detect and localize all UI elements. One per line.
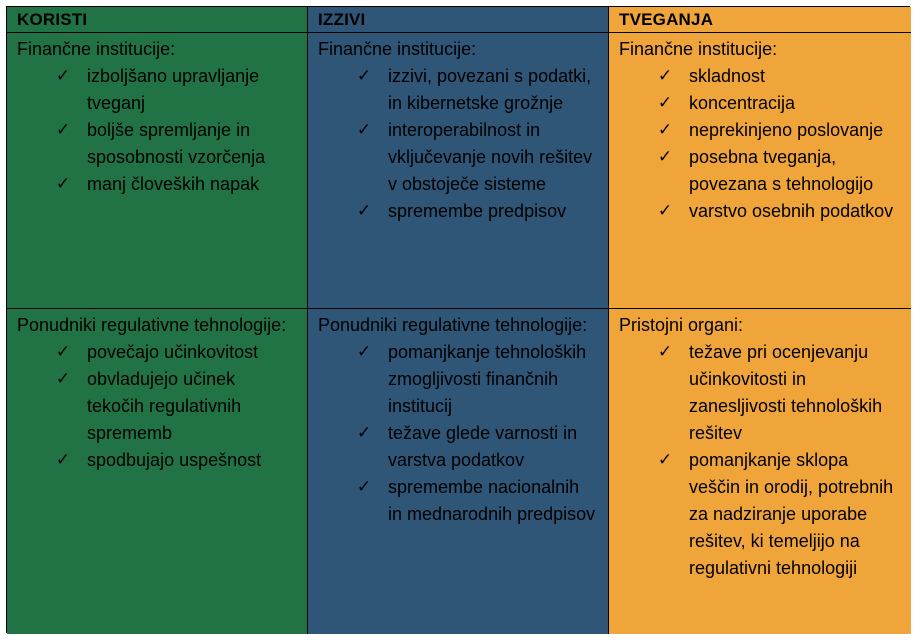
checkmark-icon: ✓ — [55, 369, 71, 389]
list-item — [318, 117, 598, 198]
bullet-list — [318, 63, 598, 225]
list-item-text: težave pri ocenjevanju učinkovitosti in zanesljivosti tehnoloških rešitev — [689, 342, 883, 443]
bullet-list — [619, 63, 901, 225]
checkmark-icon: ✓ — [55, 174, 71, 194]
list-item-text: izboljšano upravljanje tveganj — [87, 66, 260, 113]
list-item — [17, 447, 297, 474]
regtech-table — [6, 6, 910, 633]
header-tveganja: TVEGANJA — [609, 7, 911, 33]
checkmark-icon: ✓ — [55, 450, 71, 470]
checkmark-icon: ✓ — [356, 342, 372, 362]
cell-intro: Finančne institucije: — [318, 39, 477, 59]
list-item-text: povečajo učinkovitost — [87, 342, 259, 362]
cell-intro: Ponudniki regulativne tehnologije: — [17, 315, 287, 335]
list-item-text: pomanjkanje tehnoloških zmogljivosti finančnih institucij — [388, 342, 587, 416]
list-item — [619, 63, 901, 90]
list-item-text: izzivi, povezani s podatki, in kibernetske grožnje — [388, 66, 592, 113]
checkmark-icon: ✓ — [657, 66, 673, 86]
list-item-text: skladnost — [689, 66, 766, 86]
header-koristi: KORISTI — [7, 7, 308, 33]
checkmark-icon: ✓ — [657, 120, 673, 140]
list-item — [619, 447, 901, 582]
list-item-text: posebna tveganja, povezana s tehnologijo — [689, 147, 874, 194]
header-izzivi: IZZIVI — [308, 7, 609, 33]
checkmark-icon: ✓ — [356, 477, 372, 497]
bullet-list — [17, 339, 297, 474]
list-item — [619, 117, 901, 144]
list-item-text: pomanjkanje sklopa veščin in orodij, potrebnih za nadziranje uporabe rešitev, ki temeljijo na regulativni tehnologiji — [689, 450, 894, 578]
cell-intro: Pristojni organi: — [619, 315, 744, 335]
list-item — [17, 339, 297, 366]
bullet-list — [17, 63, 297, 198]
cell-tveganja-financne-institucije — [609, 33, 911, 309]
list-item — [619, 339, 901, 447]
list-item — [318, 420, 598, 474]
list-item-text: koncentracija — [689, 93, 796, 113]
list-item-text: manj človeških napak — [87, 174, 260, 194]
list-item — [318, 474, 598, 528]
cell-izzivi-financne-institucije — [308, 33, 609, 309]
bullet-list — [619, 339, 901, 582]
checkmark-icon: ✓ — [55, 342, 71, 362]
list-item-text: boljše spremljanje in sposobnosti vzorčenja — [87, 120, 266, 167]
list-item — [318, 198, 598, 225]
checkmark-icon: ✓ — [356, 201, 372, 221]
list-item — [619, 90, 901, 117]
checkmark-icon: ✓ — [657, 450, 673, 470]
checkmark-icon: ✓ — [356, 66, 372, 86]
list-item-text: varstvo osebnih podatkov — [689, 201, 894, 221]
list-item-text: neprekinjeno poslovanje — [689, 120, 884, 140]
checkmark-icon: ✓ — [657, 342, 673, 362]
list-item-text: spodbujajo uspešnost — [87, 450, 262, 470]
list-item — [318, 63, 598, 117]
cell-intro: Ponudniki regulativne tehnologije: — [318, 315, 588, 335]
checkmark-icon: ✓ — [55, 66, 71, 86]
checkmark-icon: ✓ — [657, 93, 673, 113]
checkmark-icon: ✓ — [356, 423, 372, 443]
list-item-text: obvladujejo učinek tekočih regulativnih sprememb — [87, 369, 242, 443]
cell-koristi-ponudniki — [7, 309, 308, 634]
list-item-text: spremembe nacionalnih in mednarodnih predpisov — [388, 477, 596, 524]
cell-koristi-financne-institucije — [7, 33, 308, 309]
list-item — [619, 198, 901, 225]
list-item — [17, 63, 297, 117]
checkmark-icon: ✓ — [356, 120, 372, 140]
checkmark-icon: ✓ — [55, 120, 71, 140]
list-item — [318, 339, 598, 420]
checkmark-icon: ✓ — [657, 147, 673, 167]
checkmark-icon: ✓ — [657, 201, 673, 221]
cell-tveganja-pristojni-organi — [609, 309, 911, 634]
cell-izzivi-ponudniki — [308, 309, 609, 634]
list-item — [17, 117, 297, 171]
list-item-text: spremembe predpisov — [388, 201, 567, 221]
cell-intro: Finančne institucije: — [17, 39, 176, 59]
cell-intro: Finančne institucije: — [619, 39, 778, 59]
list-item-text: težave glede varnosti in varstva podatkov — [388, 423, 578, 470]
list-item-text: interoperabilnost in vključevanje novih rešitev v obstoječe sisteme — [388, 120, 593, 194]
bullet-list — [318, 339, 598, 528]
list-item — [17, 171, 297, 198]
list-item — [17, 366, 297, 447]
list-item — [619, 144, 901, 198]
